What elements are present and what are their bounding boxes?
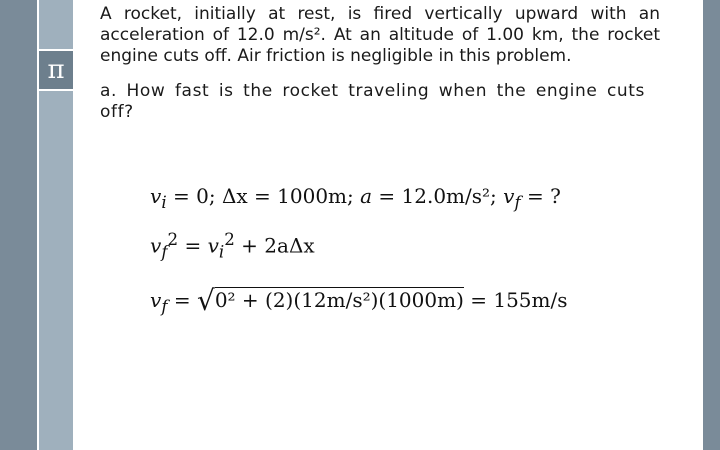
a-value: = 12.0m/s²; (372, 184, 504, 208)
vf-symbol: v (150, 233, 162, 258)
vf-subscript: f (161, 242, 168, 262)
vf-symbol: v (150, 288, 162, 312)
equals-sign: = (167, 288, 197, 312)
vi-symbol: v (207, 233, 219, 258)
vi-subscript: i (218, 242, 225, 262)
kinematic-rhs: + 2aΔx (234, 233, 315, 258)
square-root (196, 284, 464, 317)
sqrt-icon: √ (196, 284, 215, 317)
pi-symbol: π (47, 55, 65, 85)
vf-subscript: f (161, 297, 168, 316)
equation-result (150, 284, 568, 316)
slide-content (100, 4, 660, 123)
vf-value: = ? (520, 184, 561, 208)
a-symbol: a (360, 184, 373, 208)
pi-icon (39, 49, 73, 91)
vi-subscript: i (161, 193, 167, 212)
vf-squared: 2 (167, 230, 179, 249)
problem-statement: A rocket, initially at rest, is fired vertically upward with an acceleration of 12.0 m/s². At an altitude of 1.00 km, the rocket engine cuts off. Air friction is negligible in this problem. (100, 4, 660, 66)
vf-subscript: f (514, 193, 521, 212)
vf-symbol: v (503, 184, 515, 208)
radicand: 0² + (2)(12m/s²)(1000m) (214, 288, 464, 312)
equation-givens (150, 186, 561, 212)
final-answer: = 155m/s (463, 288, 568, 312)
vi-value: = 0; (166, 184, 222, 208)
vi-symbol: v (150, 184, 162, 208)
dx-value: = 1000m; (247, 184, 361, 208)
dx-symbol: Δx (221, 184, 248, 208)
vi-squared: 2 (224, 230, 235, 249)
equation-kinematic (150, 232, 315, 261)
right-decorative-band (703, 0, 720, 450)
question-a: a. How fast is the rocket traveling when the engine cuts off? (100, 81, 645, 122)
left-decorative-band (0, 0, 37, 450)
equals-sign: = (178, 233, 208, 258)
